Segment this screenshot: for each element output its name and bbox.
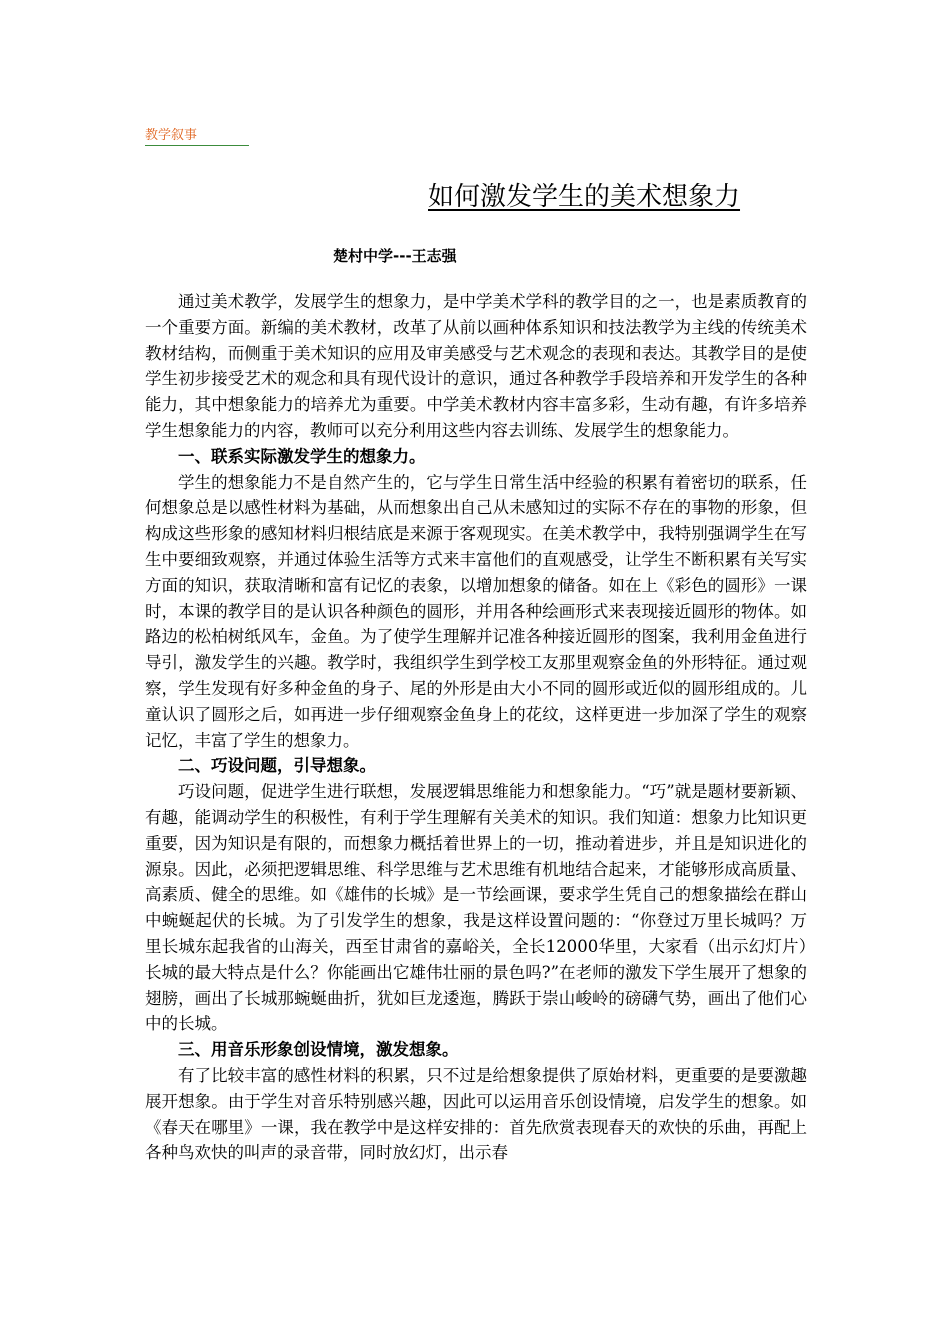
section-paragraph: 学生的想象能力不是自然产生的，它与学生日常生活中经验的积累有着密切的联系，任何想象总是以感性材料为基础，从而想象出自己从未感知过的实际不存在的事物的形象，但构成这些形象的感知材料归根结底是来源于客观现实。在美术教学中，我特别强调学生在写生中要细致观察，并通过体验生活等方式来丰富他们的直观感受，让学生不断积累有关写实方面的知识，获取清晰和富有记忆的表象，以增加想象的储备。如在上《彩色的圆形》一课时，本课的教学目的是认识各种颜色的圆形，并用各种绘画形式来表现接近圆形的物体。如路边的松柏树纸风车，金鱼。为了使学生理解并记准各种接近圆形的图案，我利用金鱼进行导引，激发学生的兴趣。教学时，我组织学生到学校工友那里观察金鱼的外形特征。通过观察，学生发现有好多种金鱼的身子、尾的外形是由大小不同的圆形或近似的圆形组成的。儿童认识了圆形之后，如再进一步仔细观察金鱼身上的花纹，这样更进一步加深了学生的观察记忆，丰富了学生的想象力。 [145,472,807,750]
section-paragraph: 巧设问题，促进学生进行联想，发展逻辑思维能力和想象能力。“巧”就是题材要新颖、有趣，能调动学生的积极性，有利于学生理解有关美术的知识。我们知道：想象力比知识更重要，因为知识是有限的，而想象力概括着世界上的一切，推动着进步，并且是知识进化的源泉。因此，必须把逻辑思维、科学思维与艺术思维有机地结合起来，才能够形成高质量、高素质、健全的思维。如《雄伟的长城》是一节绘画课，要求学生凭自己的想象描绘在群山中蜿蜒起伏的长城。为了引发学生的想象，我是这样设置问题的：“你登过万里长城吗？万里长城东起我省的山海关，西至甘肃省的嘉峪关，全长12000华里，大家看（出示幻灯片）长城的最大特点是什么？你能画出它雄伟壮丽的景色吗?”在老师的激发下学生展开了想象的翅膀，画出了长城那蜿蜒曲折，犹如巨龙逶迤，腾跃于崇山峻岭的磅礴气势，画出了他们心中的长城。 [145,782,807,1034]
intro-paragraph: 通过美术教学，发展学生的想象力，是中学美术学科的教学目的之一，也是素质教育的一个重要方面。新编的美术教材，改革了从前以画种体系知识和技法教学为主线的传统美术教材结构，而侧重于美术知识的应用及审美感受与艺术观念的表现和表达。其教学目的是使学生初步接受艺术的观念和具有现代设计的意识，通过各种教学手段培养和开发学生的各种能力，其中想象能力的培养尤为重要。中学美术教材内容丰富多彩，生动有趣，有许多培养学生想象能力的内容，教师可以充分利用这些内容去训练、发展学生的想象能力。 [145,292,807,440]
author-line: 楚村中学---王志强 [333,247,457,265]
section-heading: 一、联系实际激发学生的想象力。 [178,446,426,466]
section-paragraph: 有了比较丰富的感性材料的积累，只不过是给想象提供了原始材料，更重要的是要激趣展开想象。由于学生对音乐特别感兴趣，因此可以运用音乐创设情境，启发学生的想象。如《春天在哪里》一课，我在教学中是这样安排的：首先欣赏表现春天的欢快的乐曲，再配上各种鸟欢快的叫声的录音带，同时放幻灯，出示春 [145,1065,807,1163]
section-heading: 二、巧设问题，引导想象。 [178,756,376,776]
article-body [145,289,807,1166]
category-label: 教学叙事 [145,127,249,146]
article-title: 如何激发学生的美术想象力 [428,182,741,212]
section-heading: 三、用音乐形象创设情境，激发想象。 [178,1040,459,1060]
